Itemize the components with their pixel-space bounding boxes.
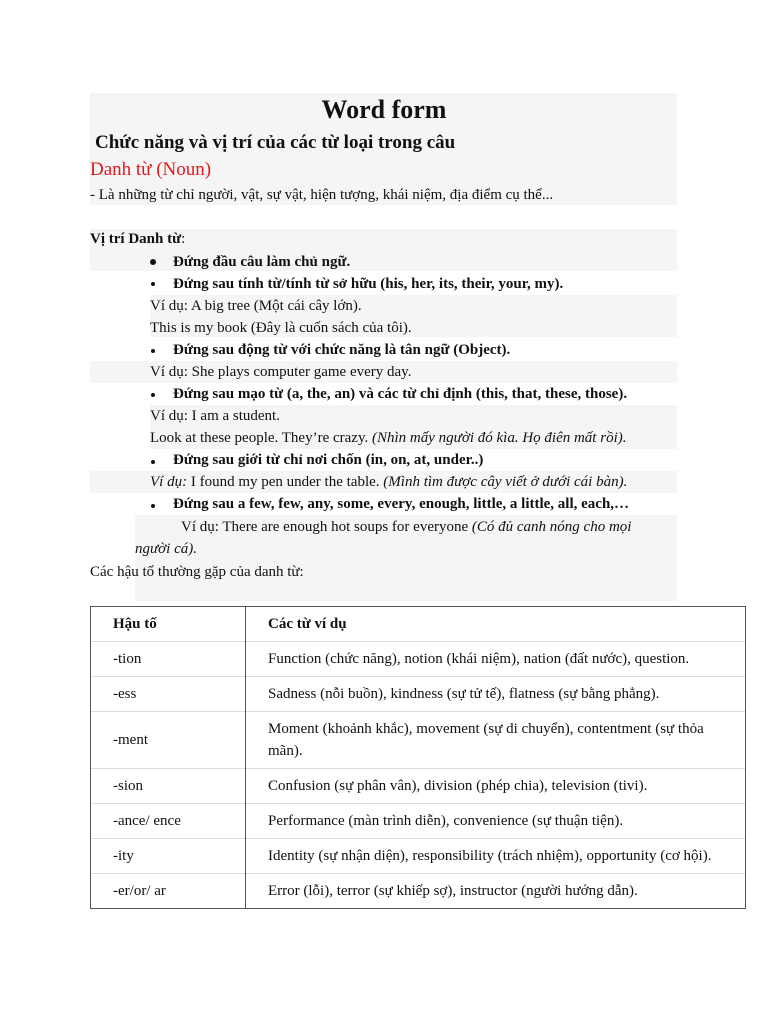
table-header-row [91,607,746,642]
noun-heading: Danh từ (Noun) [90,159,212,180]
bullet-icon [150,259,156,265]
table-row [91,804,746,839]
example-text [150,429,626,447]
bullet-icon [151,349,155,353]
example-translation: người cá). [135,541,198,557]
bullet-icon [151,460,155,464]
position-heading [90,230,185,248]
noun-definition: - Là những từ chỉ người, vật, sự vật, hiện tượng, khái niệm, địa điểm cụ thể... [90,187,554,203]
example-translation: (Nhìn mấy người đó kìa. Họ điên mất rồi). [371,430,627,446]
examples-cell: Confusion (sự phân vân), division (phép chia), television (tivi). [246,769,746,804]
example-translation: (Mình tìm được cây viết ở dưới cái bàn). [383,474,628,490]
bullet-icon [151,393,155,397]
position-item: Đứng sau mạo từ (a, the, an) và các từ chỉ định (this, that, these, those). [173,386,628,402]
example-label: Ví dụ: [150,474,188,490]
position-label: Vị trí Danh từ [90,231,182,247]
examples-cell: Sadness (nỗi buồn), kindness (sự tử tế), flatness (sự bằng phẳng). [246,677,746,712]
table-row [91,712,746,769]
bullet-icon [151,504,155,508]
examples-cell: Error (lỗi), terror (sự khiếp sợ), instructor (người hướng dẫn). [246,874,746,909]
suffix-cell: -sion [91,769,246,804]
suffix-table [90,606,746,909]
example-translation: (Có đủ canh nóng cho mọi [471,519,632,535]
table-row [91,769,746,804]
position-item: Đứng sau tính từ/tính từ sở hữu (his, her, its, their, your, my). [173,276,564,292]
table-row [91,874,746,909]
example-text: Ví dụ: I am a student. [150,408,280,424]
example-text [181,518,631,536]
suffix-cell: -ance/ ence [91,804,246,839]
table-row [91,677,746,712]
suffix-cell: -ity [91,839,246,874]
example-text [150,473,627,491]
column-header: Các từ ví dụ [246,607,746,642]
examples-cell: Identity (sự nhận diện), responsibility (trách nhiệm), opportunity (cơ hội). [246,839,746,874]
examples-cell: Moment (khoảnh khắc), movement (sự di chuyển), contentment (sự thỏa mãn). [246,712,746,769]
bullet-icon [151,282,155,286]
position-item: Đứng sau a few, few, any, some, every, enough, little, a little, all, each,… [173,496,630,512]
table-row [91,839,746,874]
column-header: Hậu tố [91,607,246,642]
position-colon: : [181,231,186,247]
example-text: This is my book (Đây là cuốn sách của tôi). [150,320,412,336]
suffix-cell: -er/or/ ar [91,874,246,909]
suffix-cell: -tion [91,642,246,677]
suffix-cell: -ment [91,712,246,769]
example-text: Ví dụ: She plays computer game every day. [150,364,412,380]
suffix-intro: Các hậu tố thường gặp của danh từ: [90,564,304,580]
position-item: Đứng sau giới từ chỉ nơi chốn (in, on, at, under..) [173,452,484,468]
example-sentence: Look at these people. They’re crazy. [150,430,372,446]
example-sentence: I found my pen under the table. [187,474,384,490]
table-row [91,642,746,677]
suffix-cell: -ess [91,677,246,712]
section-subtitle: Chức năng và vị trí của các từ loại trong câu [95,132,456,153]
position-item: Đứng sau động từ với chức năng là tân ngữ (Object). [173,342,511,358]
position-item: Đứng đầu câu làm chủ ngữ. [173,254,351,270]
examples-cell: Performance (màn trình diễn), convenience (sự thuận tiện). [246,804,746,839]
example-sentence: Ví dụ: There are enough hot soups for everyone [181,519,472,535]
examples-cell: Function (chức năng), notion (khái niệm), nation (đất nước), question. [246,642,746,677]
page-title: Word form [321,95,447,124]
example-text: Ví dụ: A big tree (Một cái cây lớn). [150,298,362,314]
